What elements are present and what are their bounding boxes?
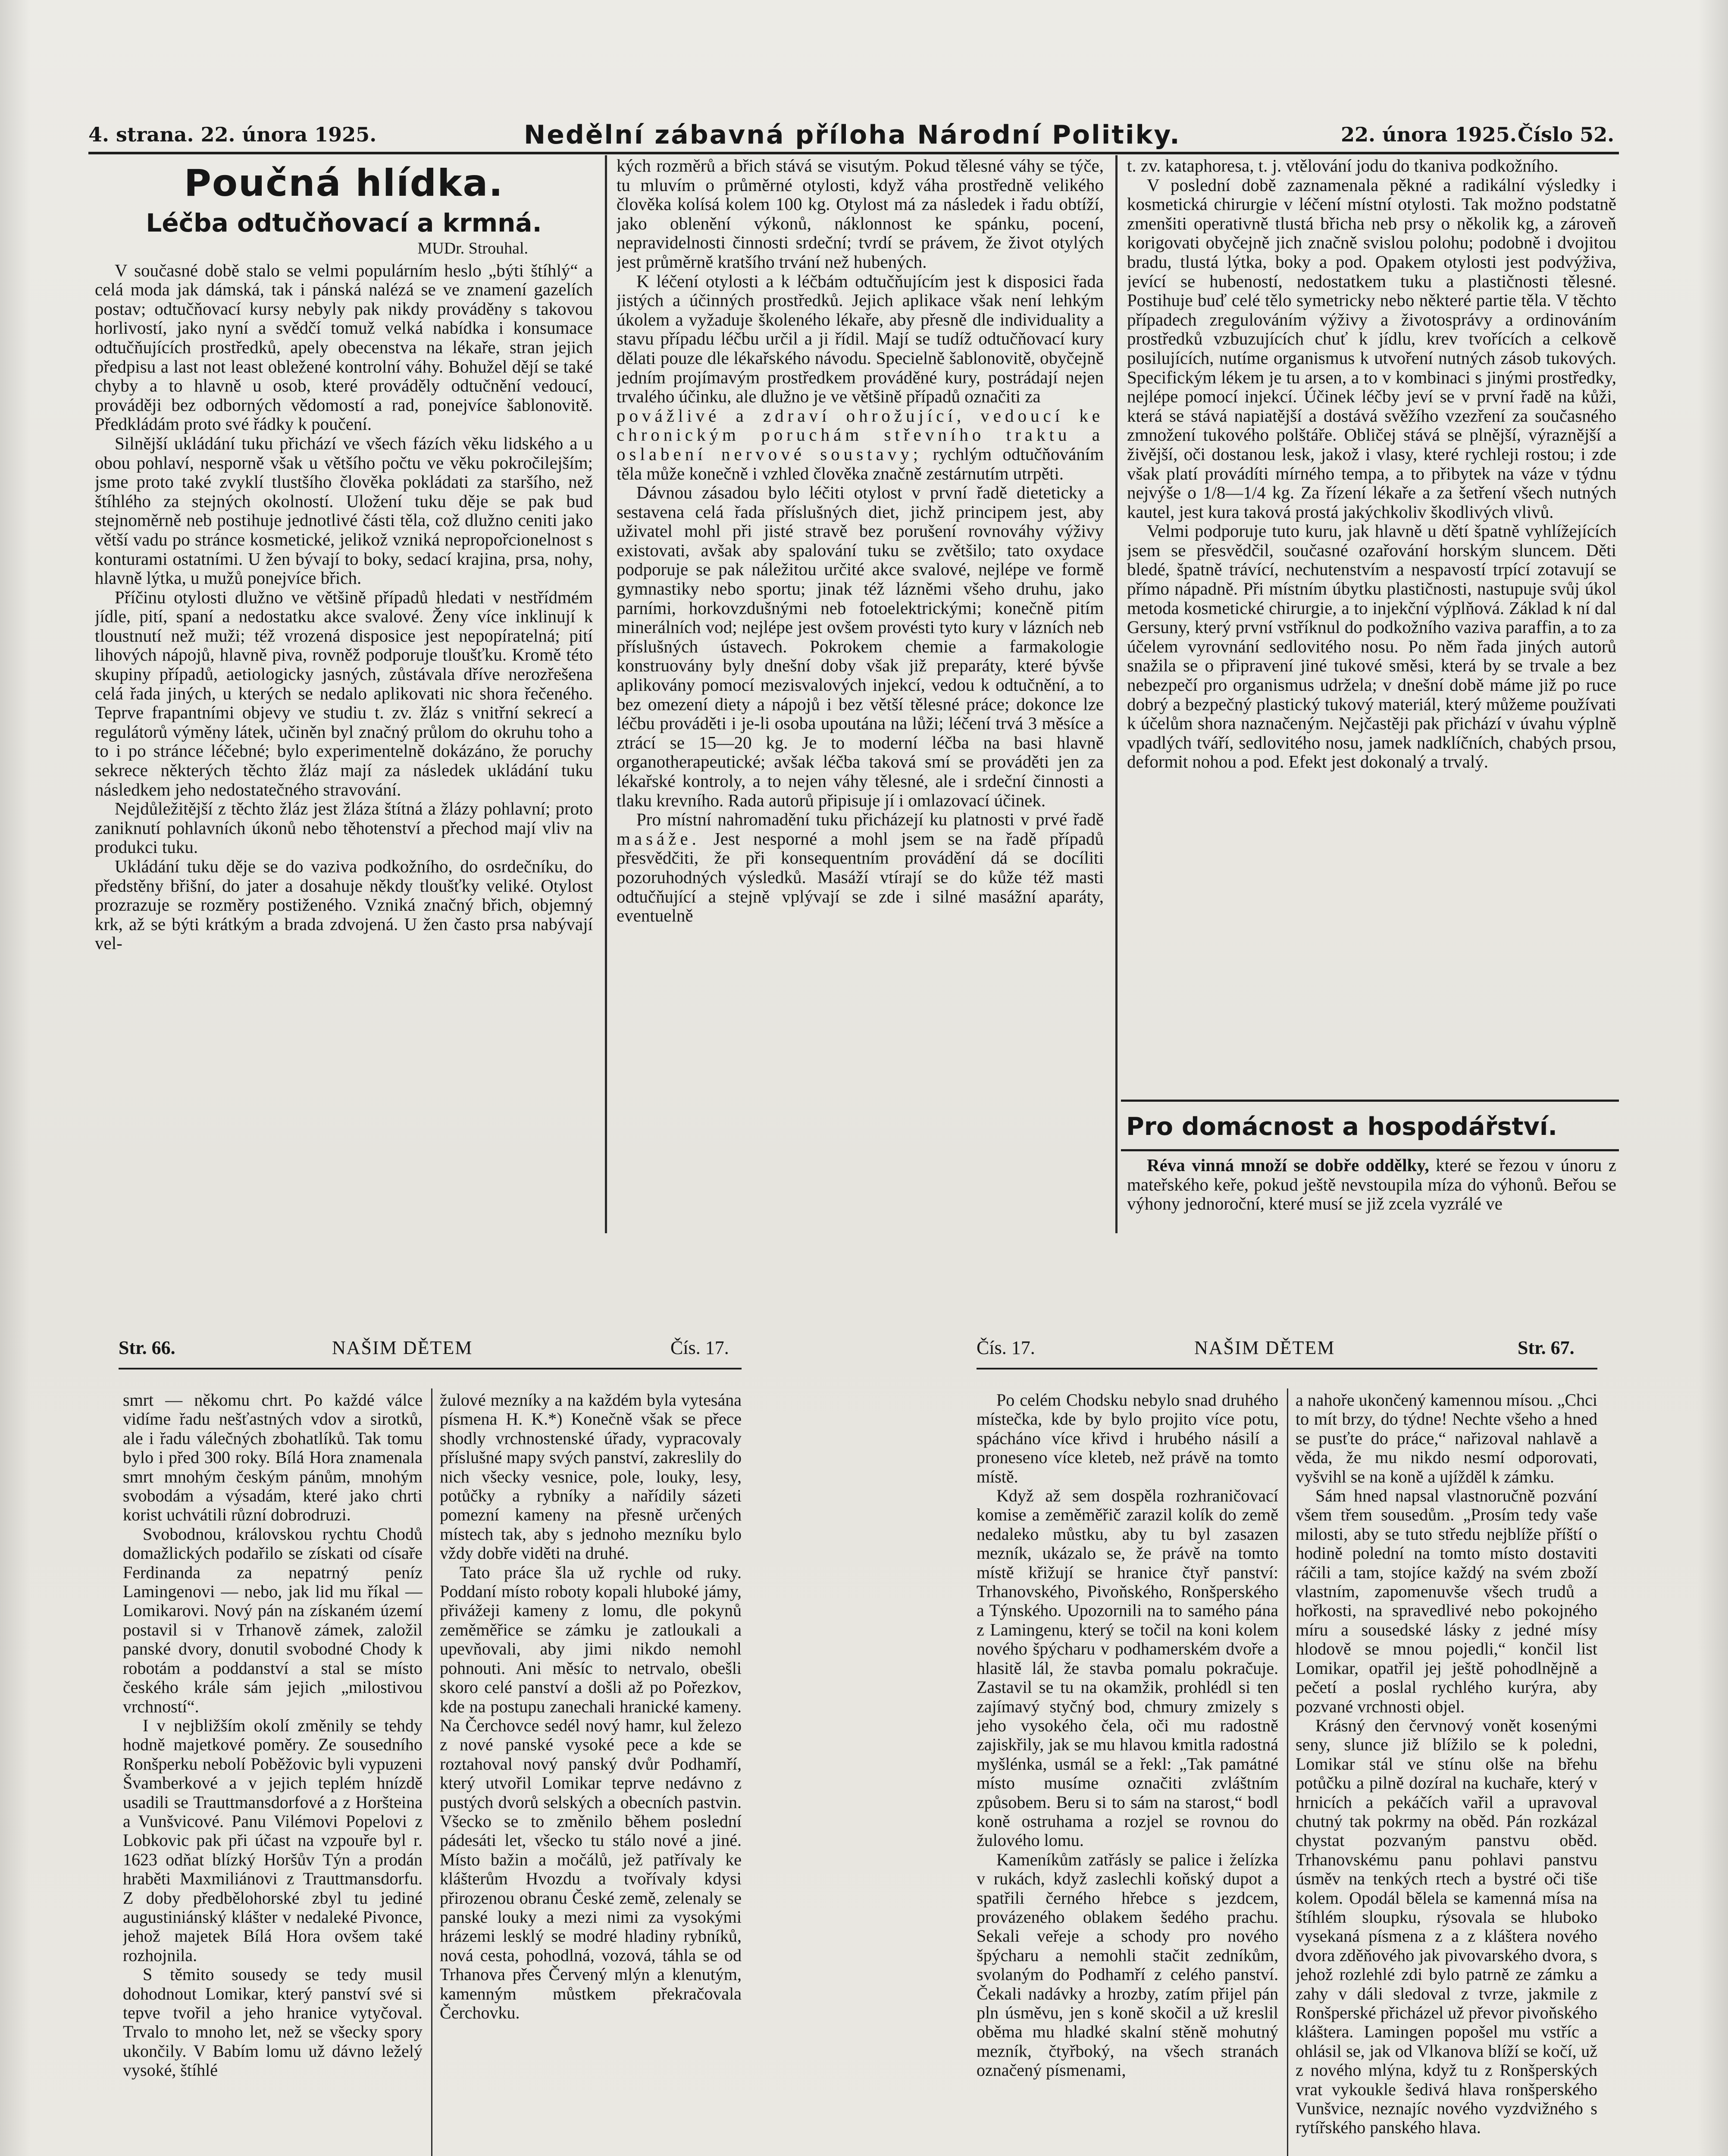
- page-shadow-left: [0, 0, 30, 2156]
- paragraph-rest: Jest nesporné a mohl jsem se na řadě případů přesvědčiti, že při konsequentním provádění dá se docíliti pozoruhodných výsledků. Masáží vtírají se do kůže též masti odtučňující a stejně vplývají se zde i silné masážní aparáty, eventuelně: [617, 828, 1104, 926]
- paragraph: V poslední době zaznamenala pěkné a radikální výsledky i kosmetická chirurgie v léčení místní otylosti. Tak možno podstatně zmenšiti operativně tlustá břicha neb prsy o několik kg, a zároveň korigovati obyčejně jich značně svislou polohu; podobně i dvojitou bradu, tlustá lýtka, boky a pod. Opakem otylosti jest podvýživa, jevící se hubeností, nedostatkem tuku a plastičnosti tělesné. Postihuje buď celé tělo symetricky nebo některé partie těla. V těchto případech zregulováním výživy a životosprávy a ordinováním prostředků vzbuzujících chuť k jídlu, krev tvořících a celkově posilujících, nutíme organismus k utvoření nutných zásob tukových. Specifickým lékem je tu arsen, a to v kombinaci s jinými prostředky, nejlépe pomocí injekcí. Účinek léčby jeví se v první řadě na kůži, která se stává napiatější a dostává svěžího vzezření za současného zmnožení tukového polštáře. Obličej stává se plnější, výraznější a živější, oči dostanou lesk, jakož i vlasy, které rychleji rostou; i zde však platí provádíti mírného tempa, a to přibytek na váze v týdnu nejvýše o 1/8—1/4 kg. Za řízení lékaře a za šetření všech nutných kautel, jest kura taková prostá jakýchkoliv škodlivých vlivů.: [1127, 175, 1616, 522]
- paragraph: Nejdůležitější z těchto žláz jest žláza štítná a žlázy pohlavní; proto zaniknutí pohlavních úkonů nebo těhotenství a přechod mají vliv na produkci tuku.: [95, 799, 593, 857]
- paragraph: a nahoře ukončený kamennou mísou. „Chci to mít brzy, do týdne! Nechte všeho a hned se pusťte do práce,“ nařizoval nahlavě a věda, že mu nikdo nesmí odporovati, vyšvihl se na koně a ujížděl k zámku.: [1296, 1391, 1597, 1486]
- article-title: Léčba odtučňovací a krmná.: [146, 208, 542, 238]
- page-top-rule: [119, 1368, 742, 1369]
- lead-text: Réva vinná množí se dobře oddělky,: [1147, 1156, 1429, 1175]
- home-section-heading: Pro domácnost a hospodářství.: [1126, 1112, 1558, 1141]
- spaced-text: povážlivé a zdraví ohrožující, vedoucí ke chronickým poruchám střevního traktu a oslabení nervové soustavy;: [617, 405, 1104, 464]
- paragraph: [1127, 1156, 1616, 1213]
- header-left: 4. strana. 22. února 1925.: [88, 123, 377, 146]
- article-column-1: [95, 160, 593, 1233]
- story-column-2: [440, 1391, 742, 2156]
- paragraph: Velmi podporuje tuto kuru, jak hlavně u dětí špatně vyhlížejících jsem se přesvědčil, současné ozařování horským sluncem. Děti bledé, špatně trávící, nechutenstvím a nespavostí trpící zotavují se přímo nápadně. Při místním úbytku plastičnosti, nastupuje svůj úkol metoda kosmetické chirurgie, a to injekční výplňová. Základ k ní dal Gersuny, který první vstříknul do podkožního vaziva paraffin, a to za účelem vyrovnání sedlovitého nosu. Po něm řada jiných autorů snažila se o připravení jiné tukové směsi, která by se trvale a bez nebezpečí pro organismus udržela; v dnešní době máme již po ruce dobrý a bezpečný plastický tukový materiál, který můžeme používati k účelům shora naznačeným. Nejčastěji pak přichází v úvahu výplně vpadlých tváří, sedlovitého nosu, jamek nadklíčních, chabých prsou, deformit nohou a pod. Efekt jest dokonalý a trvalý.: [1127, 521, 1616, 772]
- story-column-1: [123, 1391, 423, 2156]
- column-divider: [605, 155, 607, 1233]
- paragraph: [617, 810, 1104, 925]
- paragraph: Když až sem dospěla rozhraničovací komise a zeměměřič zarazil kolík do země nedaleko můstku, aby tu byl zasazen mezník, ukázalo se, že právě na tomto místě křižují se hranice čtyř panství: Trhanovského, Pivoňského, Ronšperského a Týnského. Upozornili na to samého pána z Lamingenu, který se točil na koni kolem nového špýcharu v podhamerském dvoře a hlasitě lál, že stavba pomalu pokračuje. Zastavil se tu na okamžik, prohlédl si ten zajímavý styčný bod, chmury zmizely s jeho vysokého čela, oči mu radostně zajiskřily, jak se mu hlavou kmitla radostná myšlénka, usmál se a řekl: „Tak památné místo musíme označiti zvláštním způsobem. Beru si to sám na starost,“ bodl koně ostruhama a rozjel se rovnou do žulového lomu.: [977, 1486, 1278, 1850]
- paragraph: Kameníkům zatřásly se palice i želízka v rukách, když zaslechli koňský dupot a spatřili černého hřebce s jezdcem, provázeného oblakem šedého prachu. Sekali veřeje a schody pro nového špýcharu a nemohli stačit zedníkům, svolaným do Podhamří z celého panství. Čekali nadávky a hrozby, zatím přijel pán pln úsměvu, jen s koně skočil a už kreslil oběma mu hladké skalní stěně mohutný mezník, čtyřboký, na všech stranách označený písmenami,: [977, 1849, 1278, 2080]
- article-column-3: [1127, 156, 1616, 1079]
- section-rule: [1121, 1100, 1619, 1102]
- paragraph: K léčení otylosti a k léčbám odtučňujícím jest k disposici řada jistých a účinných prostředků. Jejich aplikace však není lehkým úkolem a vyžaduje školeného lékaře, aby přesně dle individuality a stavu případu léčbu určil a ji řídil. Mají se tudíž odtučňovací kury dělati pouze dle lékařského návodu. Specielně šablonovitě, obyčejně jedním projímavým prostředkem prováděné kury, postrádají nejen trvalého účinku, ale dlužno je ve většině případů označiti za: [617, 271, 1104, 407]
- paragraph: Krásný den červnový vonět kosenými seny, slunce již blížilo se k poledni, Lomikar stál ve stínu olše na břehu potůčku a pilně dozíral na kuchaře, který v hrnicích a pekáčích vařil a upravoval chutný tak pokrmy na oběd. Pán rozkázal chystat pozvaným panstvu oběd. Trhanovskému panu pohlavi panstvu úsměv na tenkých rtech a bystré oči tiše kolem. Opodál bělela se kamenná mísa na štíhlém sloupku, rýsovala se hluboko vysekaná písmena z a z kláštera nového dvora zděňového jak pivovarského dvora, s jehož rozlehlé zdi bylo patrně ze zámku a zahy v dáli sledoval z tvrze, jakmile z Ronšperské přicházel už převor pivoňského kláštera. Lamingen popošel mu vstříc a ohlásil se, jak od Vlkanova blíží se kočí, už z nového mlýna, když tu z Ronšperských vrat vykoukle šedivá hlava ronšperského Vunšvice, neznajíc nového vyzdvižného s rytířského panského hlava.: [1296, 1715, 1597, 2137]
- paragraph: kých rozměrů a břich stává se visutým. Pokud tělesné váhy se týče, tu mluvím o průměrné otylosti, když váha prostředně velikého člověka kolísá kolem 100 kg. Otylost má za následek i řadu obtíží, jako oblenění výkonů, náklonnost ke spánku, pocení, nepravidelnosti činnosti srdeční; tvrdí se právem, že život otylých jest průměrně kratšího trvání než hubených.: [617, 156, 1104, 272]
- column-divider: [1115, 155, 1118, 1233]
- spaced-text: masáže.: [617, 828, 700, 849]
- paragraph: Po celém Chodsku nebylo snad druhého místečka, kde by bylo projito více potu, spácháno více křivd i hrubého násilí a proneseno více kleteb, než právě na tomto místě.: [977, 1391, 1278, 1486]
- header-right-date: 22. února 1925.: [1341, 123, 1517, 146]
- issue-label-left: Čís. 17.: [670, 1337, 729, 1358]
- story-column-4: [1296, 1391, 1597, 2156]
- story-column-3: [977, 1391, 1278, 2156]
- paragraph: t. zv. kataphoresa, t. j. vtělování jodu do tkaniva podkožního.: [1127, 156, 1559, 175]
- paragraph: V současné době stalo se velmi populárním heslo „býti štíhlý“ a celá moda jak dámská, tak i pánská nalézá se ve znamení gazelích postav; odtučňovací kursy nebyly pak nikdy prováděny s takovou horlivostí, jako nyní a svědčí tomuž velká nabídka i konsumace odtučňujících prostředků, apely obecenstva na lékaře, stran jejich předpisu a last not least obležené kontrolní váhy. Bohužel dějí se také chyby a to hlavně u osob, které prováděly odtučnění vedoucí, prováději bez odborných vědomostí a rad, ponejvíce šablonovitě. Předkládám proto své řádky k poučení.: [95, 260, 593, 434]
- column-divider: [1287, 1388, 1288, 2156]
- paragraph: Dávnou zásadou bylo léčiti otylost v první řadě dieteticky a sestavena celá řada příslušných diet, jichž principem jest, aby uživatel mohl při jisté stravě bez porušení rovnováhy výživy existovati, avšak aby spalování tuku se zvětšilo; tato oxydace podporuje se pak náležitou určité akce svalové, nejlépe ve formě gymnastiky nebo sportu; jinak též lázněmi všeho druhu, jako parními, horkovzdušnými neb fotoelektrickými; konečně pitím minerálních vod; nejlépe jest ovšem provésti tyto kury v lázních neb příslušných ústavech. Pokrokem chemie a farmakologie konstruovány byly dnešní doby však již preparáty, které bývše aplikovány pomocí mezisvalových injekcí, vedou k odtučnění, a to bez omezení diety a nápojů i bez větší tělesné práce; dokonce lze léčbu prováděti i je-li osoba upoutána na lůži; léčení trvá 3 měsíce a ztrácí se 15—20 kg. Je to moderní léčba na basi hlavně organotherapeutické; avšak léčba taková smí se prováděti jen za lékařské kontroly, a to nejen váhy tělesné, ale i srdeční činnosti a tlaku krevního. Rada autorů připisuje jí i omlazovací účinek.: [617, 483, 1104, 810]
- section-rule: [1121, 1149, 1619, 1151]
- magazine-title-right: NAŠIM DĚTEM: [1194, 1337, 1335, 1358]
- paragraph-rest: které se řezou v únoru z mateřského keře, pokud ještě nevstoupila míza do výhonů. Beřou se výhony jednoroční, které musí se již zcela vyzrálé ve: [1127, 1156, 1616, 1214]
- paragraph-start: Pro místní nahromadění tuku přicházejí ku platnosti v prvé řadě: [636, 809, 1104, 830]
- page-label-right: Str. 67.: [1518, 1337, 1575, 1358]
- paragraph: smrt — někomu chrt. Po každé válce vidíme řadu nešťastných vdov a sirotků, ale i řadu válečných zbohatlíků. Tak tomu bylo i před 300 roky. Bílá Hora znamenala smrt mnohým českým pánům, mnohým svobodám a výsadám, které jako chrti korist uchvátili různí dobrodruzi.: [123, 1391, 423, 1525]
- paragraph: Příčinu otylosti dlužno ve většině případů hledati v nestřídmém jídle, pití, spaní a nedostatku akce svalové. Ženy více inklinují k tloustnutí než muži; též vrozená disposice jest nepopíratelná; pití lihových nápojů, hlavně piva, rovněž podporuje tloušťku. Kromě této skupiny případů, aetiologicky jasných, zůstávala dříve nerozřešena celá řada jiných, u kterých se nedalo aplikovati nic shora řečeného. Teprve frapantními objevy ve studiu t. zv. žláz s vnitřní sekrecí a regulátorů výměny látek, učiněn byl značný průlom do okruhu toho a to i po stránce léčebné; bylo experimentelně dokázáno, že poruchy sekrece některých těchto žláz mají za následek ukládání tuku následkem jeho nedostatečného stravování.: [95, 587, 593, 799]
- section-heading: Poučná hlídka.: [184, 162, 504, 205]
- paragraph: S těmito sousedy se tedy musil dohodnout Lomikar, který panství své si tepve tvořil a jeho hranice vytyčoval. Trvalo to mnoho let, než se všecky spory ukončily. V Babím lomu už dávno leželý vysoké, štíhlé: [123, 1965, 423, 2080]
- home-column: [1127, 1156, 1616, 1233]
- paragraph: I v nejbližším okolí změnily se tehdy hodně majetkové poměry. Ze sousedního Ronšperku nebolí Poběžovic byli vypuzeni Švamberkové a v jejich teplém hnízdě usadili se Trauttmansdorfové a z Horšteina a Vunšvicové. Panu Vilémovi Popelovi z Lobkovic pak při účast na vzpouře byl r. 1623 odňat blízký Horšův Týn a prodán hraběti Maxmiliánovi z Trauttmansdorfu. Z doby předbělohorské zbyl tu jediné augustiniánský klášter v nedaleké Pivonce, jehož majetek Bílá Hora ovšem také rozhojnila.: [123, 1715, 423, 1965]
- column-divider: [431, 1388, 432, 2156]
- paragraph: Sám hned napsal vlastnoručně pozvání všem třem sousedům. „Prosím tedy vaše milosti, aby se tuto středu nejblíže příští o hodině polední na tomto místo dostaviti ráčili a tam, stojíce každý na svém zboží vlastním, zapomenuvše všech trudů a hořkosti, na spravedlivé nebo pokojného míru a sousedské lásky z jedné mísy hlodově se mnou pojedli,“ končil list Lomikar, opatřil jej ještě pohodlnějně a pečetí a poslal rychlého kurýra, aby pozvané vrchnosti objel.: [1296, 1486, 1597, 1716]
- header-right-issue: Číslo 52.: [1518, 123, 1615, 146]
- page-top-rule: [977, 1368, 1597, 1369]
- header-rule: [88, 152, 1619, 154]
- paragraph: Ukládání tuku děje se do vaziva podkožního, do osrdečníku, do předstěny břišní, do jater a dosahuje někdy tloušťky veliké. Otylost prozrazuje se rozměry postiženého. Vzniká značný břich, objemný krk, až se býti krátkým a brada zdvojená. U žen často prsa nabývají vel-: [95, 856, 593, 953]
- paragraph: Tato práce šla už rychle od ruky. Poddaní místo roboty kopali hluboké jámy, přivážeji kameny z lomu, dle pokynů zeměměřice se zámku je zatloukali a upevňovali, aby jimi nikdo nemohl pohnouti. Ani měsíc to netrvalo, obešli skoro celé panství a došli až po Pořezkov, kde na postupu zanechali hranické kameny. Na Čerchovce sedél nový hamr, kul železo z nové panské vysoké pece a kde se roztahoval nový panský dvůr Podhamří, který utvořil Lomikar teprve nedávno z pustých dvorů selských a obecních pastvin. Všecko se to změnilo během poslední pádesáti let, všecko tu stálo nové a jiné. Místo bažin a močálů, jež patřívaly ke klášterům Hvozdu a tvořívaly kdysi přirozenou obranu České země, zelenaly se panské louky a mezi nimi za vysokými hrázemi lesklý se modré hladiny rybníků, nová cesta, pohodlná, vozová, táhla se od Trhanova přes Červený mlýn a klenutým, kamenným můstkem překračovala Čerchovku.: [440, 1562, 742, 2022]
- magazine-title-left: NAŠIM DĚTEM: [332, 1337, 473, 1358]
- paragraph-tail: rychlým odtučňováním těla může konečně i vzhled člověka značně zestárnutím utrpěti.: [617, 444, 1104, 483]
- article-author: MUDr. Strouhal.: [417, 239, 528, 257]
- spaced-emphasis: [617, 406, 1104, 483]
- paragraph: Svobodnou, královskou rychtu Chodů domažlických podařilo se získati od císaře Ferdinanda za nepatrný peníz Lamingenovi — nebo, jak lid mu říkal — Lomikarovi. Nový pán na získaném území postavil si v Trhanově zámek, založil panské dvory, donutil svobodné Chody k robotám a poddanství a stal se místo českého krále sám jejich „milostivou vrchností“.: [123, 1524, 423, 1716]
- page-label-left: Str. 66.: [119, 1337, 175, 1358]
- paragraph: žulové mezníky a na každém byla vytesána písmena H. K.*) Konečně však se přece shodly vrchnostenské úřady, vypracovaly příslušné mapy svých panství, zakreslily do nich všecky vesnice, pole, louky, lesy, potůčky a rybníky a nařídily sázeti pomezní kameny na přesně určených místech tak, aby s jednoho mezníku bylo vždy dobře viděti na druhé.: [440, 1391, 742, 1563]
- issue-label-right: Čís. 17.: [977, 1337, 1035, 1358]
- article-column-2: [617, 156, 1104, 1234]
- paragraph: Silnější ukládání tuku přichází ve všech fázích věku lidského a u obou pohlaví, nesporně však u většího počtu ve věku pokročilejším; jsme proto také zvyklí tlustšího člověka pokládati za staršího, než štíhlého za stejných okolností. Uložení tuku děje se pak bud stejnoměrně neb postihuje jednotlivé části těla, což dlužno ceniti jako větší vadu po stránce kosmetické, jelikož vzniká nepropořcionelnost s konturami ostatními. U žen bývají to boky, sedací krajina, prsa, nohy, hlavně lýtka, u mužů ponejvíce břich.: [95, 433, 593, 588]
- page-shadow-right: [1698, 0, 1728, 2156]
- header-center: Nedělní zábavná příloha Národní Politiky.: [524, 120, 1181, 150]
